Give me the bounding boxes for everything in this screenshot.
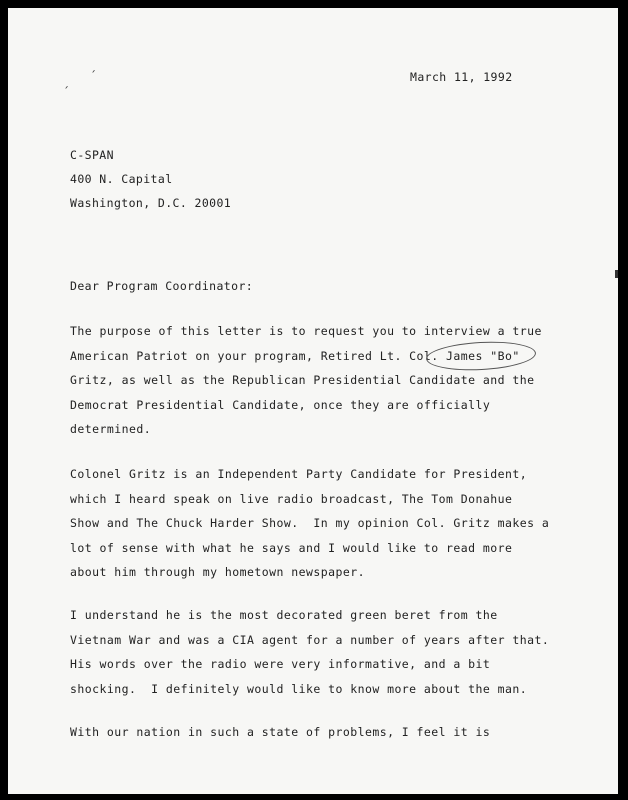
text-line: Show and The Chuck Harder Show. In my opinion Col. Gritz makes a xyxy=(70,516,550,530)
paragraph-4 xyxy=(70,720,610,745)
text-line: The purpose of this letter is to request you to interview a true xyxy=(70,324,542,338)
paragraph-2 xyxy=(70,462,610,585)
text-line: American Patriot on your program, Retired Lt. Col. James "Bo" xyxy=(70,348,520,363)
paragraph-1 xyxy=(70,319,610,442)
salutation: Dear Program Coordinator: xyxy=(70,279,254,293)
text-line: Colonel Gritz is an Independent Party Candidate for President, xyxy=(70,467,528,481)
recipient-line: C-SPAN xyxy=(70,148,114,162)
text-line: With our nation in such a state of problems, I feel it is xyxy=(70,725,491,739)
text-line: Democrat Presidential Candidate, once they are officially xyxy=(70,397,491,412)
recipient-line: 400 N. Capital xyxy=(70,172,173,186)
text-line: Gritz, as well as the Republican Presidential Candidate and the xyxy=(70,373,535,387)
pen-mark: ˏ xyxy=(63,74,71,88)
text-line: His words over the radio were very informative, and a bit xyxy=(70,657,491,671)
letter-page xyxy=(8,8,618,794)
paragraph-3 xyxy=(70,603,610,701)
text-line: shocking. I definitely would like to know more about the man. xyxy=(70,681,528,696)
text-line: Vietnam War and was a CIA agent for a number of years after that. xyxy=(70,632,550,647)
text-line: which I heard speak on live radio broadcast, The Tom Donahue xyxy=(70,491,513,506)
recipient-address xyxy=(70,143,231,215)
pen-mark: ˏ xyxy=(90,58,98,72)
recipient-line: Washington, D.C. 20001 xyxy=(70,196,232,210)
text-line: determined. xyxy=(70,422,152,436)
text-line: lot of sense with what he says and I would like to read more xyxy=(70,540,513,555)
text-line: I understand he is the most decorated green beret from the xyxy=(70,608,498,622)
letter-date: March 11, 1992 xyxy=(410,70,513,84)
text-line: about him through my hometown newspaper. xyxy=(70,565,365,579)
page-edge-mark xyxy=(615,270,618,278)
